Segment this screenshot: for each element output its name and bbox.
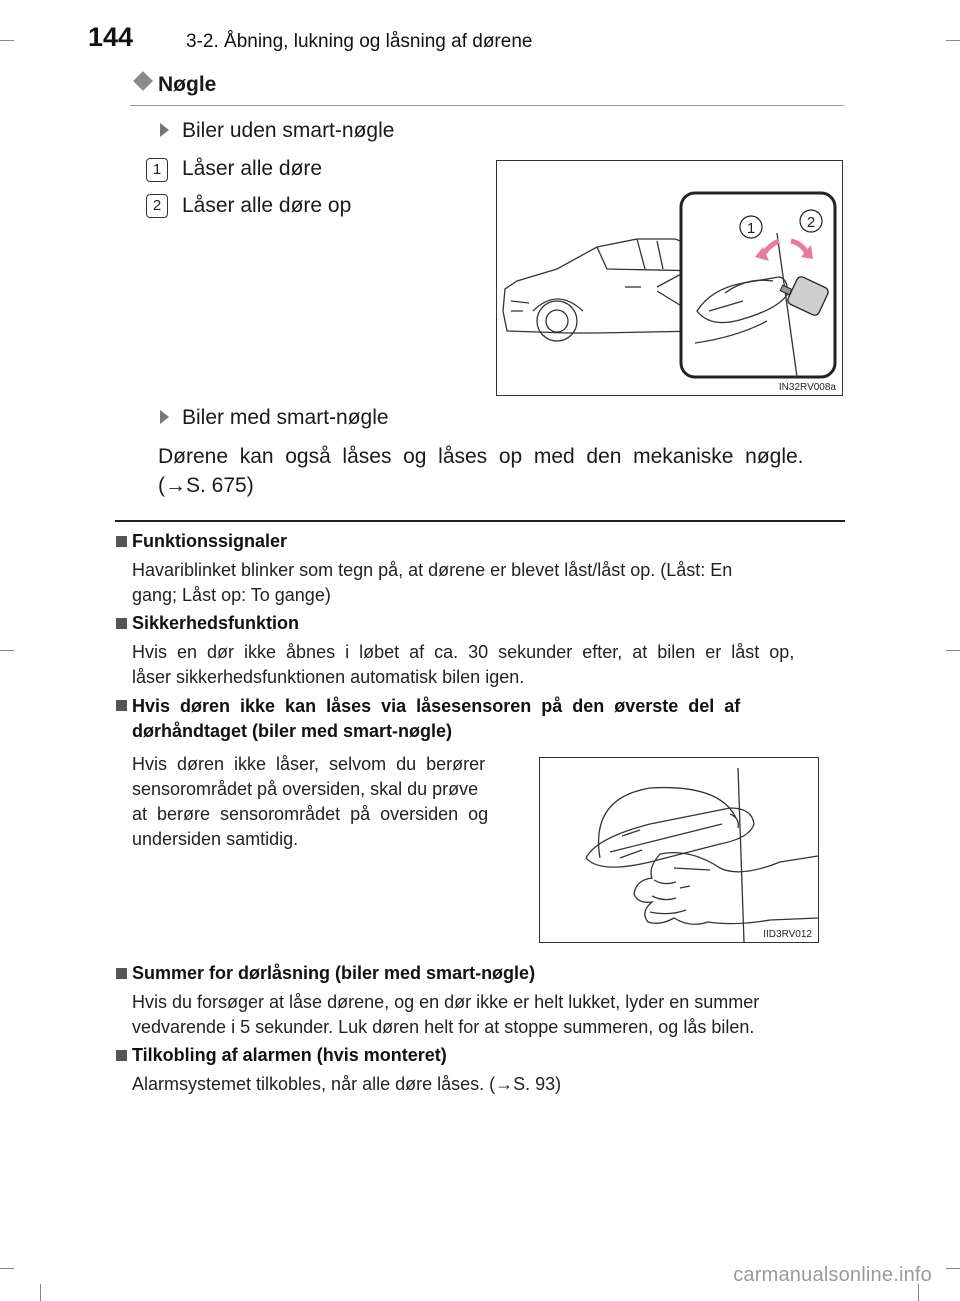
- note-text: at berøre sensorområdet på oversiden og: [132, 804, 489, 824]
- triangle-bullet-icon: [160, 123, 169, 137]
- note-title-functions-signals: Funktionssignaler: [132, 531, 288, 551]
- note-title-lock-sensor: Hvis døren ikke kan låses via låsesensoren på den øverste del af: [132, 696, 741, 716]
- triangle-bullet-icon: [160, 410, 169, 424]
- page-reference: (→S. 675): [158, 474, 254, 497]
- note-text: gang; Låst op: To gange): [132, 585, 331, 605]
- without-smart-key-label: Biler uden smart-nøgle: [182, 119, 395, 142]
- crop-mark: [946, 40, 960, 41]
- hand-handle-illustration: [540, 758, 818, 942]
- square-bullet-icon: [116, 536, 127, 547]
- step-text-2: Låser alle døre op: [182, 194, 352, 217]
- note-text: Alarmsystemet tilkobles, når alle døre låses. (→S. 93): [132, 1074, 562, 1094]
- figure-code: IID3RV012: [763, 929, 812, 940]
- note-title-safety: Sikkerhedsfunktion: [132, 613, 300, 633]
- divider: [130, 105, 844, 106]
- figure-hand-door-handle: [539, 757, 819, 943]
- note-title-lock-sensor-cont: dørhåndtaget (biler med smart-nøgle): [132, 721, 453, 741]
- square-bullet-icon: [116, 700, 127, 711]
- section-title: 3-2. Åbning, lukning og låsning af dørene: [186, 31, 533, 52]
- crop-mark: [0, 1268, 14, 1269]
- crop-mark: [0, 650, 14, 651]
- with-smart-key-label: Biler med smart-nøgle: [182, 406, 389, 429]
- note-text: undersiden samtidig.: [132, 829, 299, 849]
- note-title-buzzer: Summer for dørlåsning (biler med smart-nøgle): [132, 963, 536, 983]
- figure-car-key-lock: [496, 160, 843, 396]
- note-text: Hvis en dør ikke åbnes i løbet af ca. 30 sekunder efter, at bilen er låst op,: [132, 642, 795, 662]
- key-section-title: Nøgle: [158, 73, 217, 96]
- section-divider: [115, 520, 845, 522]
- crop-mark: [40, 1284, 41, 1301]
- note-text: Hvis du forsøger at låse dørene, og en dør ikke er helt lukket, lyder en summer: [132, 992, 760, 1012]
- note-text: Havariblinket blinker som tegn på, at dørene er blevet låst/låst op. (Låst: En: [132, 560, 733, 580]
- watermark: carmanualsonline.info: [733, 1264, 932, 1286]
- note-text: vedvarende i 5 sekunder. Luk døren helt for at stoppe summeren, og lås bilen.: [132, 1017, 755, 1037]
- with-smart-key-text: Dørene kan også låses og låses op med den mekaniske nøgle.: [158, 445, 804, 468]
- step-number-2: 2: [146, 194, 168, 218]
- square-bullet-icon: [116, 968, 127, 979]
- crop-mark: [946, 1268, 960, 1269]
- step-text-1: Låser alle døre: [182, 157, 323, 180]
- callout-2: 2: [806, 214, 816, 231]
- crop-mark: [946, 650, 960, 651]
- page-number: 144: [88, 22, 134, 52]
- car-door-key-illustration: [497, 161, 842, 395]
- diamond-bullet-icon: [133, 71, 153, 91]
- note-text: sensorområdet på oversiden, skal du prøve: [132, 779, 479, 799]
- step-number-1: 1: [146, 158, 168, 182]
- note-text: Hvis døren ikke låser, selvom du berører: [132, 754, 486, 774]
- figure-code: IN32RV008a: [778, 382, 836, 393]
- callout-1: 1: [746, 220, 756, 237]
- square-bullet-icon: [116, 1050, 127, 1061]
- note-text: låser sikkerhedsfunktionen automatisk bilen igen.: [132, 667, 525, 687]
- crop-mark: [0, 40, 14, 41]
- note-title-alarm: Tilkobling af alarmen (hvis monteret): [132, 1045, 447, 1065]
- square-bullet-icon: [116, 618, 127, 629]
